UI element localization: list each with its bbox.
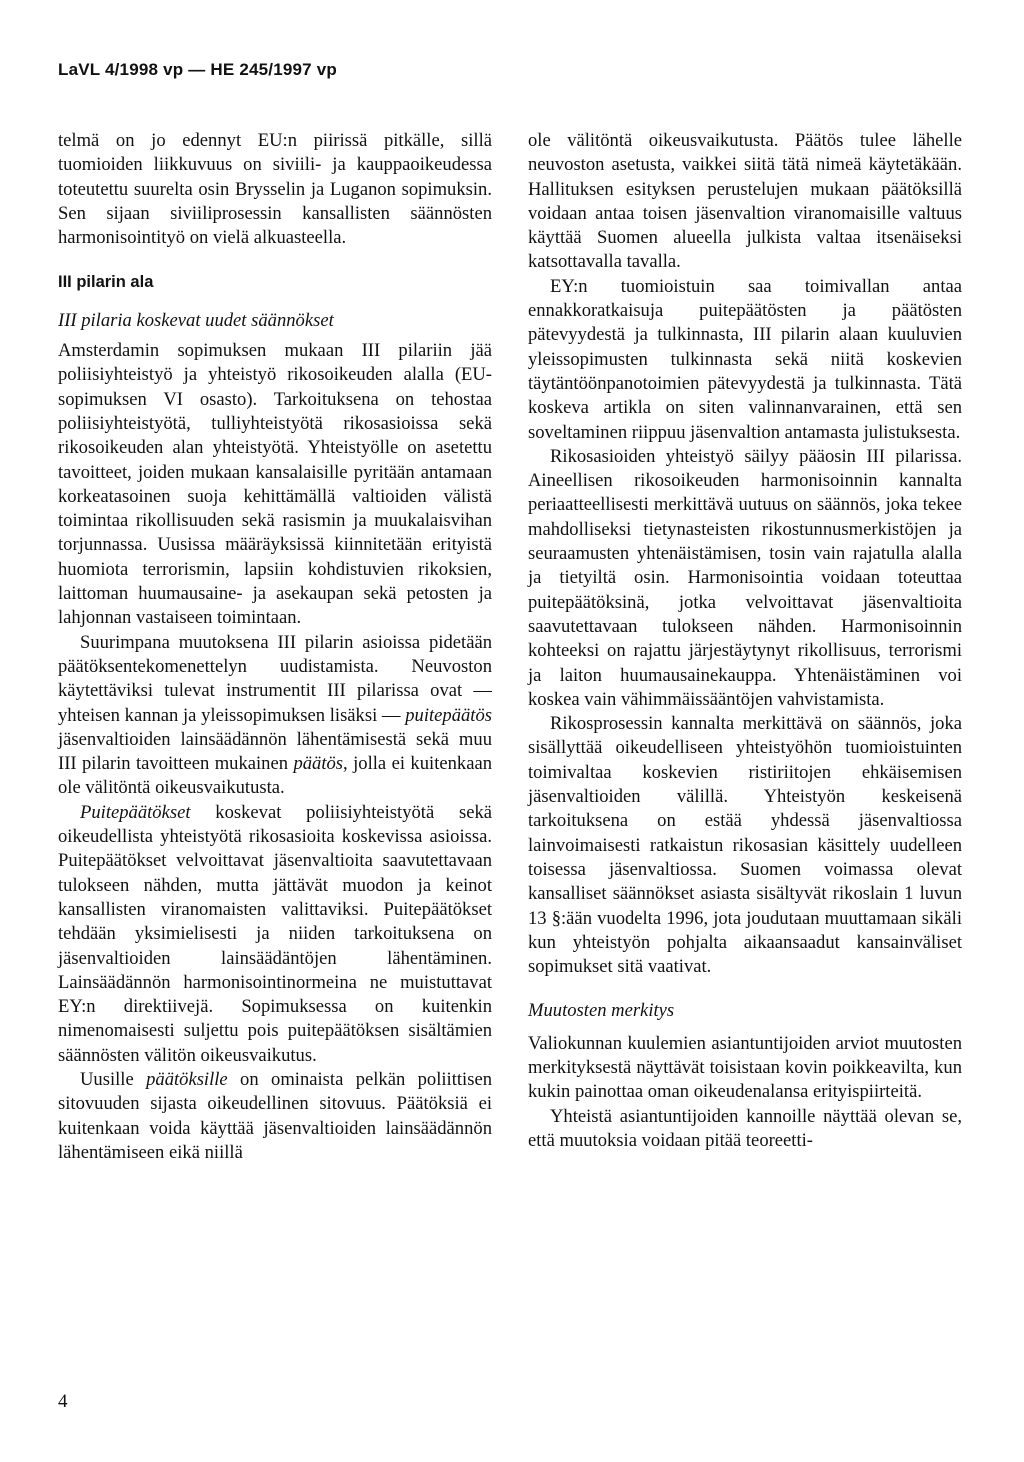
paragraph: ole välitöntä oikeusvaikutusta. Päätös tulee lähelle neuvoston asetusta, vaikkei siitä tätä nimeä käytetäkään. Hallituksen esityksen perustelujen mukaan päätöksillä voidaan antaa toisen jäsenvaltion viranomaisille valtuus käyttää Suomen alueella julkista valtaa itsenäiseksi katsottavalla tavalla. (528, 130, 962, 273)
left-column (58, 129, 492, 1165)
paragraph: Amsterdamin sopimuksen mukaan III pilariin jää poliisiyhteistyö ja yhteistyö rikosoikeuden alalla (EU-sopimuksen VI osasto). Tarkoituksena on tehostaa poliisiyhteistyötä, tulliyhteistyötä rikosasioissa sekä rikosoikeuden alan yhteistyötä. Yhteistyölle on asetettu tavoitteet, joiden mukaan kansalaisille pyritään antamaan korkeatasoinen suoja kehittämällä valtioiden välistä toimintaa rikollisuuden sekä rasismin ja muukalaisvihan torjunnassa. Uusissa määräyksissä kiinnitetään erityistä huomiota terrorismin, lapsiin kohdistuvien rikoksien, laittoman huumausaine- ja asekaupan sekä petosten ja lahjonnan vastaiseen toimintaan. (58, 340, 492, 629)
paragraph (58, 801, 492, 1068)
section-heading: III pilarin ala (58, 273, 154, 292)
paragraph: Yhteistä asiantuntijoiden kannoille näyttää olevan se, että muutoksia voidaan pitää teoreetti- (528, 1105, 962, 1151)
emphasis-term: Puitepäätökset (80, 801, 191, 823)
paragraph: Valiokunnan kuulemien asiantuntijoiden arviot muutosten merkityksestä näyttävät toisistaan kovin poikkeavilta, kun kukin painottaa oman oikeudenalansa erityispiirteitä. (528, 1032, 962, 1103)
paragraph: telmä on jo edennyt EU:n piirissä pitkälle, sillä tuomioiden liikkuvuus on siviili- ja kauppaoikeudessa toteutettu suurelta osin Brysselin ja Luganon sopimuksin. Sen sijaan siviiliprosessin kansallisten säännösten harmonisointityö on vielä alkuasteella. (58, 130, 492, 249)
page-number: 4 (58, 1391, 68, 1412)
text-run: on ominaista pelkän poliittisen sitovuuden sijasta oikeudellinen sitovuus. Päätöksiä ei kuitenkaan voida käyttää jäsenvaltioiden lainsäädännön lähentämiseen eikä niillä (58, 1068, 492, 1163)
text-run: Uusille (80, 1068, 147, 1090)
paragraph: Rikosasioiden yhteistyö säilyy pääosin III pilarissa. Aineellisen rikosoikeuden harmonisoinnin kannalta periaatteellisesti merkittävä uutuus on säännös, joka tekee mahdolliseksi tietynasteisten rikostunnusmerkistöjen ja seuraamusten yhtenäistämisen, tosin vain rajatulla alalla ja tietyiltä osin. Harmonisointia voidaan toteuttaa puitepäätöksinä, jotka velvoittavat jäsenvaltioita saavutettavaan tulokseen nähden. Harmonisoinnin kohteeksi on rajattu järjestäytynyt rikollisuus, terrorismi ja laiton huumausainekauppa. Yhtenäistäminen voi koskea vain vähimmäissääntöjen vahvistamista. (528, 445, 962, 710)
paragraph: Rikosprosessin kannalta merkittävä on säännös, joka sisällyttää oikeudelliseen yhteistyöhön tuomioistuinten toimivaltaa koskevien ristiriitojen ehkäisemisen jäsenvaltioiden välillä. Yhteistyön keskeisenä tarkoituksena on estää yhdessä jäsenvaltiossa lainvoimaisesti ratkaistun rikosasian käsittely uudelleen toisessa jäsenvaltiossa. Suomen voimassa olevat kansalliset säännökset asiasta sisältyvät rikoslain 1 luvun 13 §:ään vuodelta 1996, jota joudutaan muuttamaan sikäli kun yhteistyön pohjalta aikaansaadut kansainväliset sopimukset sitä vaativat. (528, 713, 962, 978)
paragraph: EY:n tuomioistuin saa toimivallan antaa ennakkoratkaisuja puitepäätösten ja päätösten pätevyydestä ja tulkinnasta, III pilarin alaan kuuluvien yleissopimusten tulkinnasta sekä niitä koskevien täytäntöönpanotoimien pätevyydestä ja tulkinnasta. Tätä koskeva artikla on siten valinnanvarainen, että sen soveltaminen riippuu jäsenvaltion antamasta julistuksesta. (528, 275, 962, 443)
subsection-heading: III pilaria koskevat uudet säännökset (58, 309, 334, 331)
text-run: Suurimpana muutoksena III pilarin asioissa pidetään päätöksentekomenettelyn uudistamista. Neuvoston käytettäviksi tulevat instrumentit III pilarissa ovat — yhteisen kannan ja yleissopimuksen lisäksi — (58, 631, 492, 726)
emphasis-term: päätös (293, 753, 344, 775)
paragraph (58, 631, 492, 801)
right-column (528, 129, 962, 1153)
text-run: , jolla ei kuitenkaan ole välitöntä oikeusvaikutusta. (58, 753, 493, 799)
subsection-heading: Muutosten merkitys (528, 1000, 675, 1022)
emphasis-term: puitepäätös (405, 704, 492, 726)
emphasis-term: päätöksille (146, 1068, 228, 1090)
paragraph (58, 1068, 492, 1165)
running-header: LaVL 4/1998 vp — HE 245/1997 vp (58, 60, 337, 79)
text-run: jäsenvaltioiden lainsäädännön lähentämisestä sekä muu III pilarin tavoitteen mukainen (58, 728, 492, 775)
text-run: koskevat poliisiyhteistyötä sekä oikeudellista yhteistyötä rikosasioita koskevissa asioissa. Puitepäätökset velvoittavat jäsenvaltioita saavutettavaan tulokseen nähden, mutta jättävät muodon ja keinot kansallisten viranomaisten valittaviksi. Puitepäätökset tehdään yksimielisesti ja niiden tarkoituksena on jäsenvaltioiden lainsäädäntöjen lähentäminen. Lainsäädännön harmonisointinormeina ne muistuttavat EY:n direktiivejä. Sopimuksessa on kuitenkin nimenomaisesti suljettu pois puitepäätöksen sisältämien säännösten välitön oikeusvaikutus. (58, 801, 492, 1066)
